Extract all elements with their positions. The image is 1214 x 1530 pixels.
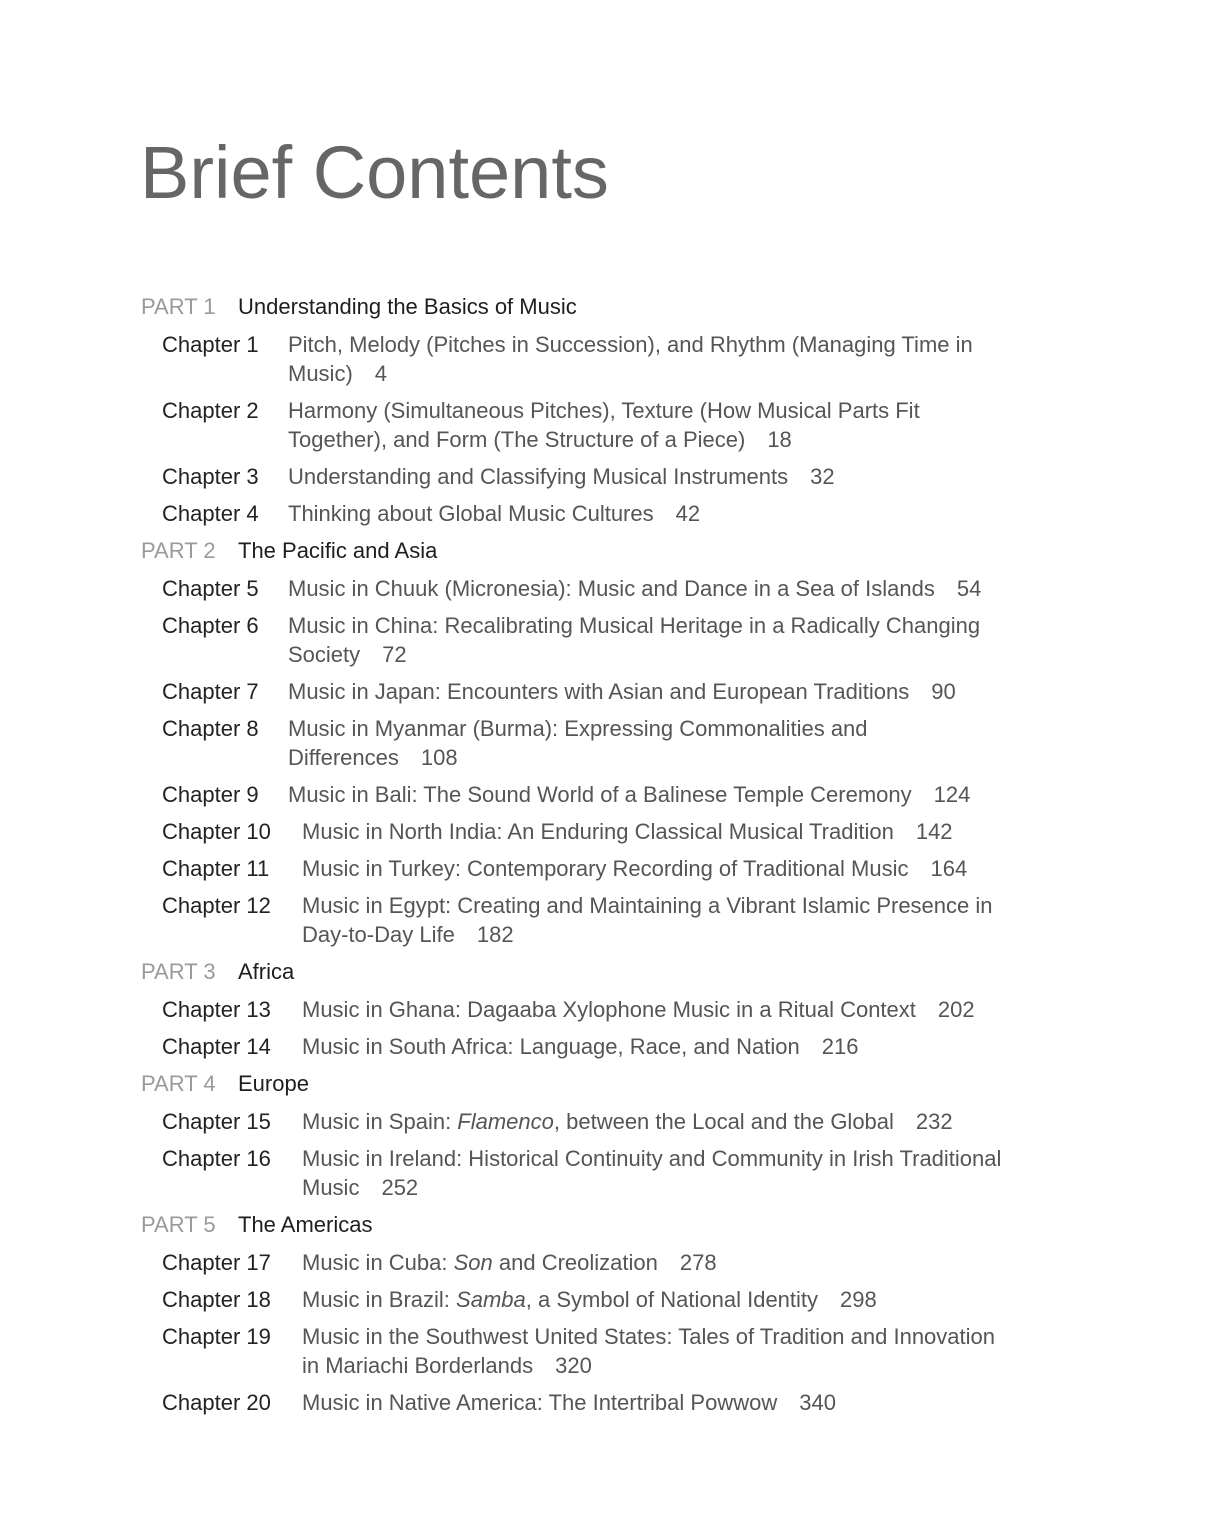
- chapter-title: [302, 1248, 717, 1277]
- part-number: PART 5: [141, 1212, 216, 1237]
- chapter-title: [302, 817, 953, 846]
- chapter-label: Chapter 11: [162, 856, 270, 881]
- chapter-title-italic: Samba: [456, 1287, 526, 1312]
- chapter-title: [288, 499, 700, 528]
- page-number: 32: [810, 464, 835, 489]
- chapter-title: [302, 1032, 858, 1061]
- chapter-entry: [141, 1107, 1101, 1136]
- chapter-entry: [141, 611, 1101, 669]
- chapter-entry: [141, 574, 1101, 603]
- page-number: 232: [915, 1109, 953, 1134]
- chapter-title: [302, 1322, 1002, 1380]
- chapter-title-text: Music in Japan: Encounters with Asian and European Traditions: [288, 679, 910, 704]
- page-number: 4: [374, 361, 388, 386]
- chapter-title-text: Music in Native America: The Intertribal Powwow: [302, 1390, 778, 1415]
- page-number: 216: [821, 1034, 859, 1059]
- chapter-title-text: Music in Myanmar (Burma): Expressing Commonalities and Differences: [288, 716, 868, 770]
- chapter-entry: [141, 817, 1101, 846]
- part-heading: [141, 536, 1101, 566]
- page-number: 142: [915, 819, 953, 844]
- page-number: 90: [931, 679, 956, 704]
- chapter-title-text: Music in the Southwest United States: Tales of Tradition and Innovation in Mariachi Borderlands: [302, 1324, 995, 1378]
- chapter-title-text: and Creolization: [492, 1250, 658, 1275]
- chapter-title: [288, 330, 988, 388]
- chapter-label: Chapter 14: [162, 1034, 271, 1059]
- chapter-label: Chapter 10: [162, 819, 271, 844]
- part-number: PART 1: [141, 294, 216, 319]
- chapter-entry: [141, 1388, 1101, 1417]
- chapter-entry: [141, 1032, 1101, 1061]
- part-number: PART 3: [141, 959, 216, 984]
- page-number: 124: [933, 782, 971, 807]
- chapter-title-text: Music in Ireland: Historical Continuity and Community in Irish Traditional Music: [302, 1146, 1002, 1200]
- chapter-title: [288, 714, 988, 772]
- page-number: 42: [675, 501, 701, 526]
- page-number: 164: [930, 856, 968, 881]
- chapter-title-text: Music in Chuuk (Micronesia): Music and Dance in a Sea of Islands: [288, 576, 935, 601]
- part-number: PART 4: [141, 1071, 216, 1096]
- chapter-label: Chapter 12: [162, 893, 271, 918]
- chapter-title-text: Music in Cuba:: [302, 1250, 454, 1275]
- part-title: The Pacific and Asia: [238, 538, 438, 563]
- page-number: 278: [679, 1250, 717, 1275]
- part-title: Understanding the Basics of Music: [238, 294, 577, 319]
- chapter-title-text: Music in North India: An Enduring Classical Musical Tradition: [302, 819, 894, 844]
- chapter-entry: [141, 854, 1101, 883]
- chapter-label: Chapter 9: [162, 782, 259, 807]
- chapter-entry: [141, 1248, 1101, 1277]
- chapter-title: [288, 462, 835, 491]
- page-number: 54: [956, 576, 982, 601]
- part-heading: [141, 957, 1101, 987]
- chapter-label: Chapter 2: [162, 398, 259, 423]
- part-heading: [141, 292, 1101, 322]
- chapter-title: [288, 574, 981, 603]
- chapter-label: Chapter 16: [162, 1146, 271, 1171]
- page-number: 252: [381, 1175, 419, 1200]
- chapter-title-text: Thinking about Global Music Cultures: [288, 501, 654, 526]
- page-number: 202: [937, 997, 975, 1022]
- page-number: 18: [767, 427, 792, 452]
- chapter-title-italic: Son: [453, 1250, 493, 1275]
- chapter-entry: [141, 677, 1101, 706]
- chapter-title-text: Music in Spain:: [302, 1109, 458, 1134]
- chapter-label: Chapter 7: [162, 679, 259, 704]
- chapter-entry: [141, 780, 1101, 809]
- chapter-title-text: Music in Ghana: Dagaaba Xylophone Music in a Ritual Context: [302, 997, 916, 1022]
- part-heading: [141, 1069, 1101, 1099]
- chapter-label: Chapter 18: [162, 1287, 271, 1312]
- chapter-title-text: Music in Egypt: Creating and Maintaining a Vibrant Islamic Presence in Day-to-Day Life: [302, 893, 993, 947]
- chapter-title: [302, 1388, 836, 1417]
- chapter-title: [302, 854, 967, 883]
- part-title: Europe: [238, 1071, 309, 1096]
- chapter-title: [288, 396, 988, 454]
- chapter-title: [302, 995, 975, 1024]
- chapter-label: Chapter 8: [162, 716, 259, 741]
- chapter-label: Chapter 6: [162, 613, 259, 638]
- chapter-title-text: Harmony (Simultaneous Pitches), Texture (How Musical Parts Fit Together), and Form (The Structure of a Piece): [288, 398, 920, 452]
- chapter-title: [302, 1285, 877, 1314]
- chapter-title-text: Understanding and Classifying Musical Instruments: [288, 464, 789, 489]
- chapter-entry: [141, 891, 1101, 949]
- chapter-entry: [141, 396, 1101, 454]
- chapter-label: Chapter 17: [162, 1250, 271, 1275]
- part-number: PART 2: [141, 538, 216, 563]
- page-number: 182: [476, 922, 514, 947]
- page-number: 72: [382, 642, 407, 667]
- chapter-label: Chapter 15: [162, 1109, 271, 1134]
- page-number: 340: [799, 1390, 836, 1415]
- chapter-entry: [141, 1322, 1101, 1380]
- chapter-title: [302, 1107, 953, 1136]
- chapter-title-text: Music in China: Recalibrating Musical Heritage in a Radically Changing Society: [288, 613, 981, 667]
- chapter-title: [302, 891, 1002, 949]
- chapter-entry: [141, 330, 1101, 388]
- chapter-title-text: Music in Bali: The Sound World of a Balinese Temple Ceremony: [288, 782, 912, 807]
- part-heading: [141, 1210, 1101, 1240]
- chapter-entry: [141, 499, 1101, 528]
- part-title: The Americas: [238, 1212, 373, 1237]
- chapter-title-italic: Flamenco: [457, 1109, 554, 1134]
- page-number: 108: [420, 745, 458, 770]
- chapter-entry: [141, 1285, 1101, 1314]
- chapter-label: Chapter 13: [162, 997, 271, 1022]
- chapter-label: Chapter 20: [162, 1390, 271, 1415]
- chapter-entry: [141, 462, 1101, 491]
- page-number: 298: [840, 1287, 877, 1312]
- chapter-title-text: Music in South Africa: Language, Race, and Nation: [302, 1034, 800, 1059]
- table-of-contents: [141, 292, 1101, 1417]
- chapter-label: Chapter 3: [162, 464, 259, 489]
- chapter-label: Chapter 4: [162, 501, 259, 526]
- chapter-title: [288, 611, 988, 669]
- part-title: Africa: [238, 959, 295, 984]
- page-title: Brief Contents: [140, 131, 609, 214]
- chapter-label: Chapter 19: [162, 1324, 271, 1349]
- chapter-title: [288, 677, 956, 706]
- chapter-title-text: Music in Turkey: Contemporary Recording of Traditional Music: [302, 856, 909, 881]
- chapter-entry: [141, 1144, 1101, 1202]
- chapter-title-text: Pitch, Melody (Pitches in Succession), and Rhythm (Managing Time in Music): [288, 332, 973, 386]
- chapter-entry: [141, 995, 1101, 1024]
- chapter-title-text: , between the Local and the Global: [553, 1109, 894, 1134]
- page-number: 320: [555, 1353, 592, 1378]
- chapter-title-text: , a Symbol of National Identity: [525, 1287, 819, 1312]
- chapter-entry: [141, 714, 1101, 772]
- chapter-label: Chapter 5: [162, 576, 259, 601]
- chapter-title: [288, 780, 970, 809]
- chapter-title: [302, 1144, 1002, 1202]
- chapter-label: Chapter 1: [162, 332, 259, 357]
- chapter-title-text: Music in Brazil:: [302, 1287, 457, 1312]
